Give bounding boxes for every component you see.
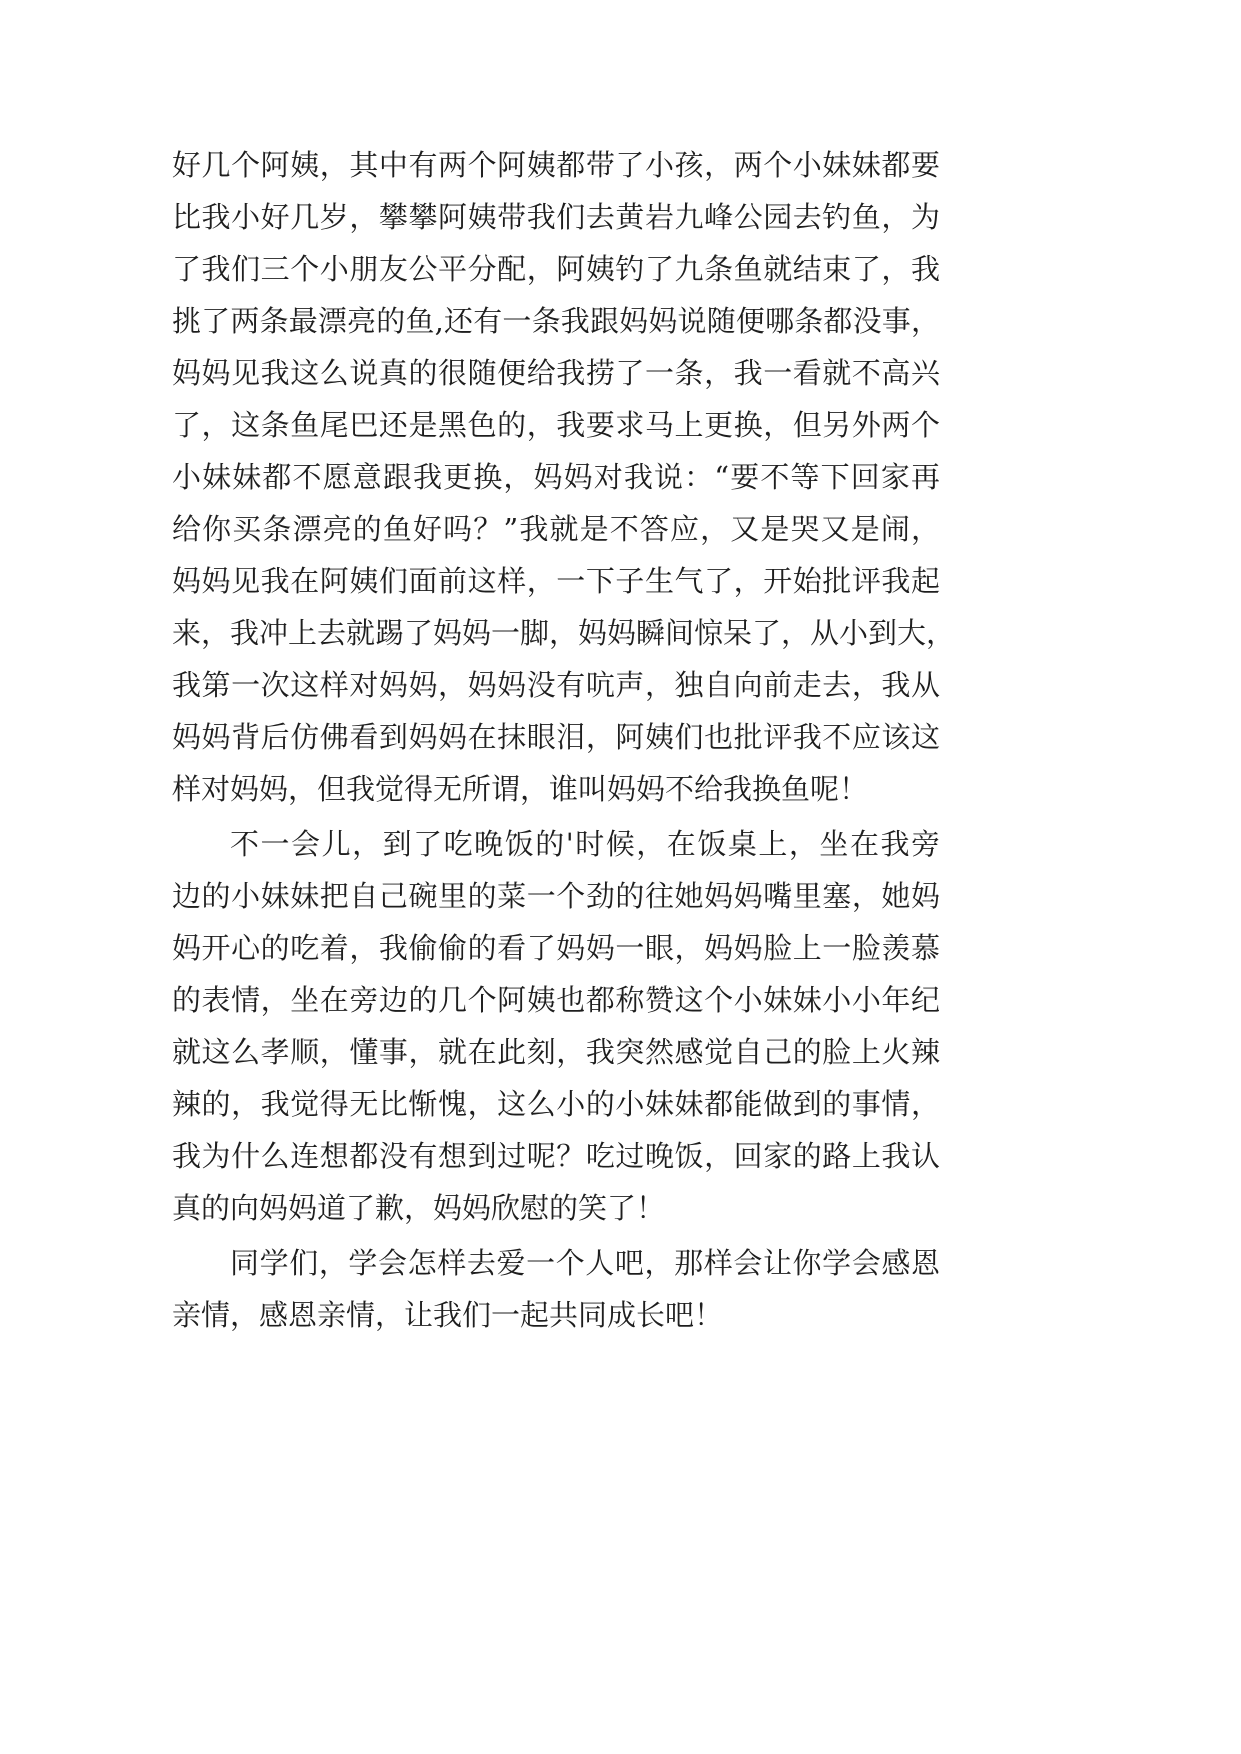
text-line: 小妹妹都不愿意跟我更换，妈妈对我说：“要不等下回家再: [172, 460, 940, 494]
text-line: 同学们，学会怎样去爱一个人吧，那样会让你学会感恩: [230, 1246, 940, 1280]
text-line: 妈开心的吃着，我偷偷的看了妈妈一眼，妈妈脸上一脸羡慕: [172, 931, 940, 965]
text-line: 边的小妹妹把自己碗里的菜一个劲的往她妈妈嘴里塞，她妈: [172, 879, 940, 913]
text-line: 来，我冲上去就踢了妈妈一脚，妈妈瞬间惊呆了，从小到大，: [172, 616, 956, 650]
paragraph-3: [172, 1237, 940, 1341]
text-line: 我第一次这样对妈妈，妈妈没有吭声，独自向前走去，我从: [172, 668, 940, 702]
text-line: 妈妈见我在阿姨们面前这样，一下子生气了，开始批评我起: [172, 564, 940, 598]
text-line: 好几个阿姨，其中有两个阿姨都带了小孩，两个小妹妹都要: [172, 148, 940, 182]
text-line: 挑了两条最漂亮的鱼,还有一条我跟妈妈说随便哪条都没事，: [172, 304, 940, 338]
text-line: 不一会儿，到了吃晚饭的'时候，在饭桌上，坐在我旁: [230, 827, 940, 861]
text-line: 比我小好几岁，攀攀阿姨带我们去黄岩九峰公园去钓鱼，为: [172, 200, 940, 234]
text-line: 辣的，我觉得无比惭愧，这么小的小妹妹都能做到的事情，: [172, 1087, 940, 1121]
text-line: 我为什么连想都没有想到过呢？吃过晚饭，回家的路上我认: [172, 1139, 940, 1173]
text-line: 的表情，坐在旁边的几个阿姨也都称赞这个小妹妹小小年纪: [172, 983, 940, 1017]
text-line: 妈妈见我这么说真的很随便给我捞了一条，我一看就不高兴: [172, 356, 940, 390]
paragraph-1: [172, 139, 956, 815]
document-page: [172, 139, 956, 1341]
text-line: 就这么孝顺，懂事，就在此刻，我突然感觉自己的脸上火辣: [172, 1035, 940, 1069]
text-line: 样对妈妈，但我觉得无所谓，谁叫妈妈不给我换鱼呢！: [172, 772, 869, 806]
text-line: 真的向妈妈道了歉，妈妈欣慰的笑了！: [172, 1191, 666, 1225]
text-line: 给你买条漂亮的鱼好吗？”我就是不答应，又是哭又是闹，: [172, 512, 940, 546]
text-line: 了我们三个小朋友公平分配，阿姨钓了九条鱼就结束了，我: [172, 252, 940, 286]
text-line: 了，这条鱼尾巴还是黑色的，我要求马上更换，但另外两个: [172, 408, 940, 442]
text-line: 妈妈背后仿佛看到妈妈在抹眼泪，阿姨们也批评我不应该这: [172, 720, 940, 754]
paragraph-2: [172, 818, 940, 1234]
text-line: 亲情，感恩亲情，让我们一起共同成长吧！: [172, 1298, 724, 1332]
